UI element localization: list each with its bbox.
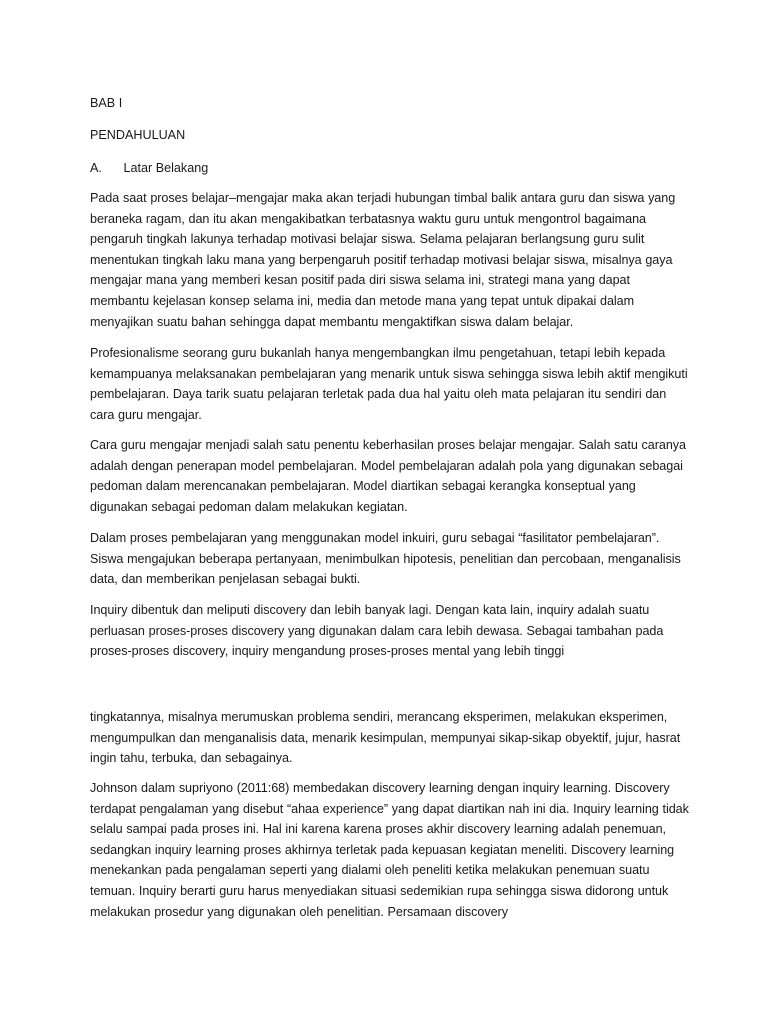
section-heading <box>90 158 208 178</box>
paragraph-7: Johnson dalam supriyono (2011:68) membedakan discovery learning dengan inquiry learning. Discovery terdapat pengalaman yang disebut “ahaa experience” yang dapat diartikan nah ini dia. Inquiry learning tidak selalu sampai pada proses ini. Hal ini karena karena proses akhir discovery learning adalah penemuan, sedangkan inquiry learning proses akhirnya terletak pada kepuasan kegiatan meneliti. Discovery learning menekankan pada pengalaman seperti yang dialami oleh peneliti ketika melakukan penemuan suatu temuan. Inquiry berarti guru harus menyediakan situasi sedemikian rupa sehingga siswa didorong untuk melakukan prosedur yang digunakan oleh penelitian. Persamaan discovery <box>90 781 689 919</box>
paragraph-2: Profesionalisme seorang guru bukanlah hanya mengembangkan ilmu pengetahuan, tetapi lebih kepada kemampuanya melaksanakan pembelajaran yang menarik untuk siswa sehingga siswa lebih aktif mengikuti pembelajaran. Daya tarik suatu pelajaran terletak pada dua hal yaitu oleh mata pelajaran itu sendiri dan cara guru mengajar. <box>90 346 688 422</box>
paragraph-5: Inquiry dibentuk dan meliputi discovery dan lebih banyak lagi. Dengan kata lain, inquiry adalah suatu perluasan proses-proses discovery yang digunakan dalam cara lebih dewasa. Sebagai tambahan pada proses-proses discovery, inquiry mengandung proses-proses mental yang lebih tinggi <box>90 603 664 659</box>
section-title: Latar Belakang <box>123 161 209 175</box>
paragraph-3: Cara guru mengajar menjadi salah satu penentu keberhasilan proses belajar mengajar. Salah satu caranya adalah dengan penerapan model pembelajaran. Model pembelajaran adalah pola yang digunakan sebagai pedoman dalam merencanakan pembelajaran. Model diartikan sebagai kerangka konseptual yang digunakan sebagai pedoman dalam melakukan kegiatan. <box>90 438 686 514</box>
chapter-label: BAB I <box>90 96 123 110</box>
section-number: A. <box>90 161 102 175</box>
chapter-title: PENDAHULUAN <box>90 128 186 142</box>
paragraph-4: Dalam proses pembelajaran yang menggunakan model inkuiri, guru sebagai “fasilitator pembelajaran”. Siswa mengajukan beberapa pertanyaan, menimbulkan hipotesis, penelitian dan percobaan, menganalisis data, dan memberikan penjelasan sebagai bukti. <box>90 531 681 587</box>
paragraph-1: Pada saat proses belajar–mengajar maka akan terjadi hubungan timbal balik antara guru dan siswa yang beraneka ragam, dan itu akan mengakibatkan terbatasnya waktu guru untuk mengontrol bagaimana pengaruh tingkah lakunya terhadap motivasi belajar siswa. Selama pelajaran berlangsung guru sulit menentukan tingkah laku mana yang berpengaruh positif terhadap motivasi belajar siswa, misalnya gaya mengajar mana yang memberi kesan positif pada diri siswa selama ini, strategi mana yang dapat membantu kejelasan konsep selama ini, media dan metode mana yang tepat untuk dipakai dalam menyajikan suatu bahan sehingga dapat membantu mengaktifkan siswa dalam belajar. <box>90 191 676 329</box>
paragraph-6: tingkatannya, misalnya merumuskan problema sendiri, merancang eksperimen, melakukan eksperimen, mengumpulkan dan menganalisis data, menarik kesimpulan, mempunyai sikap-sikap obyektif, jujur, hasrat ingin tahu, terbuka, dan sebagainya. <box>90 710 681 766</box>
